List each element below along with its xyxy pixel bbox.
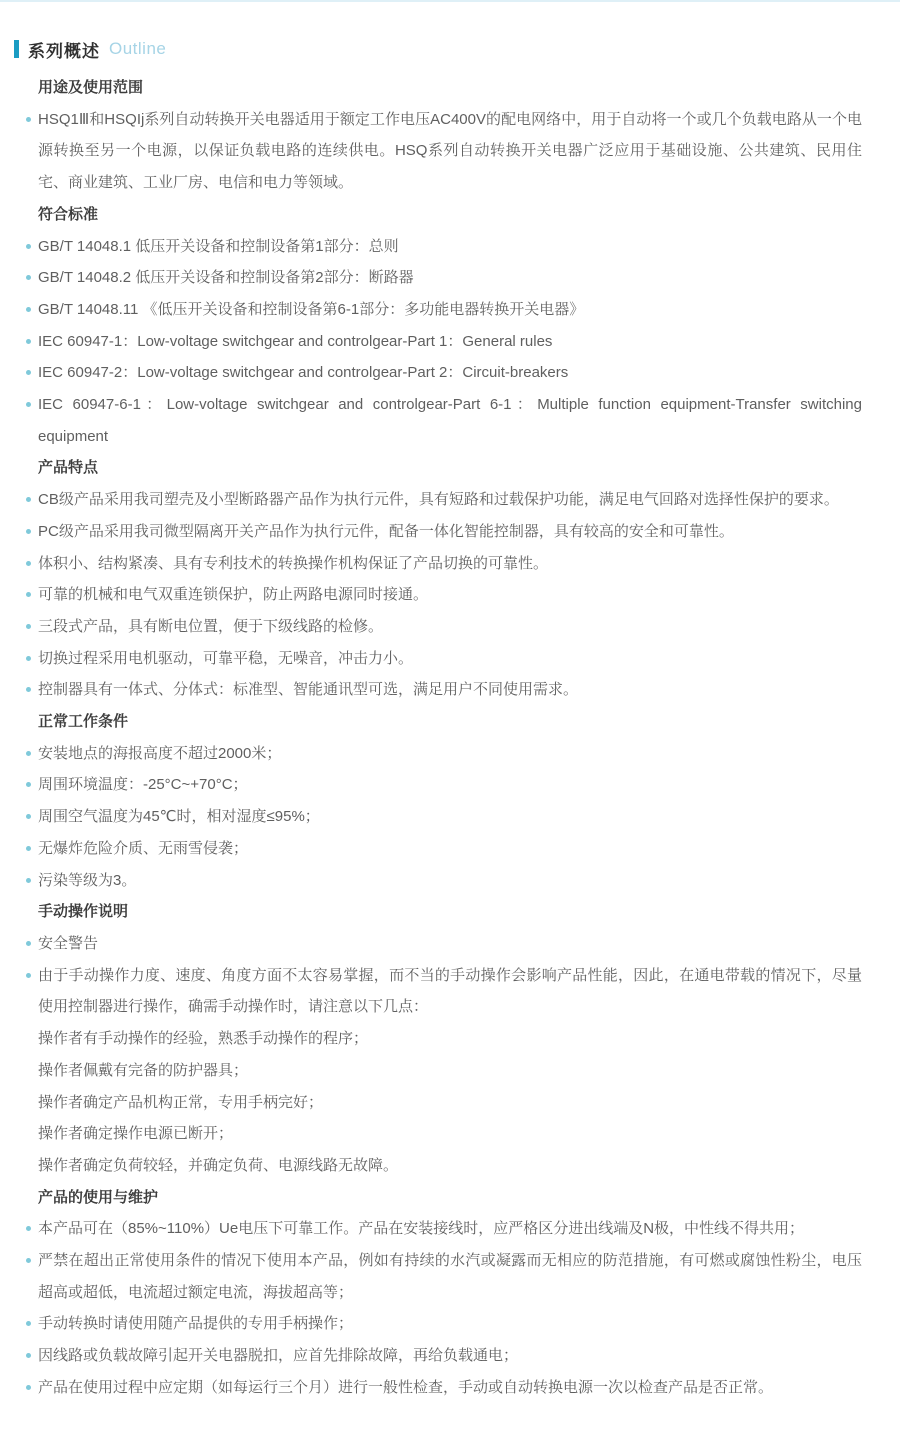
bullet-dot-icon: [26, 275, 31, 280]
item-text: 操作者有手动操作的经验，熟悉手动操作的程序；: [38, 1030, 369, 1048]
item-text: 操作者确定产品机构正常，专用手柄完好；: [38, 1093, 324, 1111]
title-accent-bar: [14, 40, 19, 58]
bullet-dot-icon: [26, 117, 31, 122]
bullet-item: [38, 262, 862, 294]
bullet-item: [38, 674, 862, 706]
page-title-zh: 系列概述: [28, 41, 100, 61]
bullet-item: [38, 738, 862, 770]
bullet-item: [38, 643, 862, 675]
item-text: GB/T 14048.11 《低压开关设备和控制设备第6-1部分：多功能电器转换开关电器》: [38, 300, 585, 318]
bullet-item: [38, 801, 862, 833]
bullet-dot-icon: [26, 307, 31, 312]
content-sections: [0, 72, 900, 1404]
bullet-dot-icon: [26, 687, 31, 692]
item-text: 操作者确定操作电源已断开；: [38, 1125, 234, 1143]
item-text: GB/T 14048.1 低压开关设备和控制设备第1部分：总则: [38, 237, 399, 255]
bullet-dot-icon: [26, 1321, 31, 1326]
item-text: 严禁在超出正常使用条件的情况下使用本产品，例如有持续的水汽或凝露而无相应的防范措施，有可燃或腐蚀性粉尘，电压超高或超低，电流超过额定电流，海拔超高等；: [38, 1252, 862, 1301]
item-text: 由于手动操作力度、速度、角度方面不太容易掌握，而不当的手动操作会影响产品性能，因此，在通电带载的情况下，尽量使用控制器进行操作，确需手动操作时，请注意以下几点：: [38, 966, 862, 1016]
bullet-item: [38, 833, 862, 865]
page-title-en: Outline: [109, 39, 167, 58]
plain-item: [38, 1150, 862, 1182]
item-text: GB/T 14048.2 低压开关设备和控制设备第2部分：断路器: [38, 269, 414, 287]
bullet-dot-icon: [26, 592, 31, 597]
item-text: 本产品可在（85%~110%）Ue电压下可靠工作。产品在安装接线时，应严格区分进出线端及N极，中性线不得共用；: [38, 1220, 805, 1238]
item-text: IEC 60947-6-1：Low-voltage switchgear and controlgear-Part 6-1：Multiple function equipment-Transfer switching equipment: [38, 396, 862, 445]
bullet-item: [38, 326, 862, 358]
bullet-dot-icon: [26, 561, 31, 566]
top-divider-line: [0, 0, 900, 2]
bullet-item: [38, 231, 862, 263]
bullet-item: [38, 294, 862, 326]
bullet-item: [38, 1245, 862, 1308]
item-text: 操作者佩戴有完备的防护器具；: [38, 1061, 249, 1079]
plain-item: [38, 1087, 862, 1119]
bullet-item: [38, 357, 862, 389]
bullet-item: [38, 960, 862, 1023]
plain-item: [38, 1055, 862, 1087]
item-text: 产品在使用过程中应定期（如每运行三个月）进行一般性检查，手动或自动转换电源一次以检查产品是否正常。: [38, 1378, 774, 1396]
bullet-item: [38, 104, 862, 199]
bullet-item: [38, 769, 862, 801]
item-text: 三段式产品，具有断电位置，便于下级线路的检修。: [38, 617, 384, 635]
item-text: 周围环境温度：-25°C~+70°C；: [38, 776, 248, 794]
page-title: [14, 38, 900, 60]
bullet-dot-icon: [26, 370, 31, 375]
item-text: 可靠的机械和电气双重连锁保护，防止两路电源同时接通。: [38, 586, 429, 604]
plain-item: [38, 1023, 862, 1055]
bullet-item: [38, 865, 862, 897]
section-heading: 符合标准: [38, 205, 99, 223]
bullet-item: [38, 928, 862, 960]
section-heading: 产品特点: [38, 459, 99, 477]
item-text: 周围空气温度为45℃时，相对湿度≤95%；: [38, 808, 320, 826]
bullet-dot-icon: [26, 751, 31, 756]
item-text: 无爆炸危险介质、无雨雪侵袭；: [38, 839, 249, 857]
bullet-dot-icon: [26, 402, 31, 407]
bullet-item: [38, 1340, 862, 1372]
section-heading: 手动操作说明: [38, 903, 129, 921]
section-heading: 用途及使用范围: [38, 79, 144, 96]
bullet-dot-icon: [26, 624, 31, 629]
item-text: IEC 60947-1：Low-voltage switchgear and controlgear-Part 1：General rules: [38, 332, 553, 350]
item-text: 污染等级为3。: [38, 871, 137, 889]
bullet-item: [38, 548, 862, 580]
section-heading: 正常工作条件: [38, 713, 129, 731]
item-text: PC级产品采用我司微型隔离开关产品作为执行元件，配备一体化智能控制器，具有较高的安全和可靠性。: [38, 522, 734, 540]
plain-item: [38, 1118, 862, 1150]
item-text: CB级产品采用我司塑壳及小型断路器产品作为执行元件，具有短路和过载保护功能，满足电气回路对选择性保护的要求。: [38, 491, 839, 509]
bullet-dot-icon: [26, 339, 31, 344]
bullet-item: [38, 611, 862, 643]
bullet-item: [38, 579, 862, 611]
item-text: HSQ1Ⅲ和HSQIj系列自动转换开关电器适用于额定工作电压AC400V的配电网络中，用于自动将一个或几个负载电路从一个电源转换至另一个电源，以保证负载电路的连续供电。HSQ系列自动转换开关电器广泛应用于基础设施、公共建筑、民用住宅、商业建筑、工业厂房、电信和电力等领域。: [38, 110, 862, 192]
bullet-dot-icon: [26, 244, 31, 249]
bullet-dot-icon: [26, 1258, 31, 1263]
bullet-dot-icon: [26, 941, 31, 946]
item-text: 控制器具有一体式、分体式：标准型、智能通讯型可选，满足用户不同使用需求。: [38, 681, 579, 699]
item-text: 切换过程采用电机驱动，可靠平稳，无噪音，冲击力小。: [38, 649, 414, 667]
bullet-dot-icon: [26, 656, 31, 661]
bullet-dot-icon: [26, 1353, 31, 1358]
bullet-item: [38, 1308, 862, 1340]
bullet-dot-icon: [26, 973, 31, 978]
bullet-dot-icon: [26, 878, 31, 883]
bullet-item: [38, 484, 862, 516]
bullet-dot-icon: [26, 497, 31, 502]
bullet-dot-icon: [26, 846, 31, 851]
bullet-item: [38, 516, 862, 548]
bullet-dot-icon: [26, 529, 31, 534]
item-text: 体积小、结构紧凑、具有专利技术的转换操作机构保证了产品切换的可靠性。: [38, 554, 549, 572]
item-text: IEC 60947-2：Low-voltage switchgear and controlgear-Part 2：Circuit-breakers: [38, 364, 569, 382]
item-text: 手动转换时请使用随产品提供的专用手柄操作；: [38, 1315, 354, 1333]
bullet-dot-icon: [26, 1226, 31, 1231]
item-text: 安全警告: [38, 934, 99, 952]
item-text: 因线路或负载故障引起开关电器脱扣，应首先排除故障，再给负载通电；: [38, 1347, 519, 1365]
bullet-item: [38, 389, 862, 452]
bullet-item: [38, 1213, 862, 1245]
item-text: 安装地点的海报高度不超过2000米；: [38, 744, 282, 762]
item-text: 操作者确定负荷较轻，并确定负荷、电源线路无故障。: [38, 1156, 399, 1174]
section-heading: 产品的使用与维护: [38, 1188, 159, 1206]
bullet-dot-icon: [26, 1385, 31, 1390]
bullet-dot-icon: [26, 782, 31, 787]
bullet-dot-icon: [26, 814, 31, 819]
bullet-item: [38, 1372, 862, 1404]
